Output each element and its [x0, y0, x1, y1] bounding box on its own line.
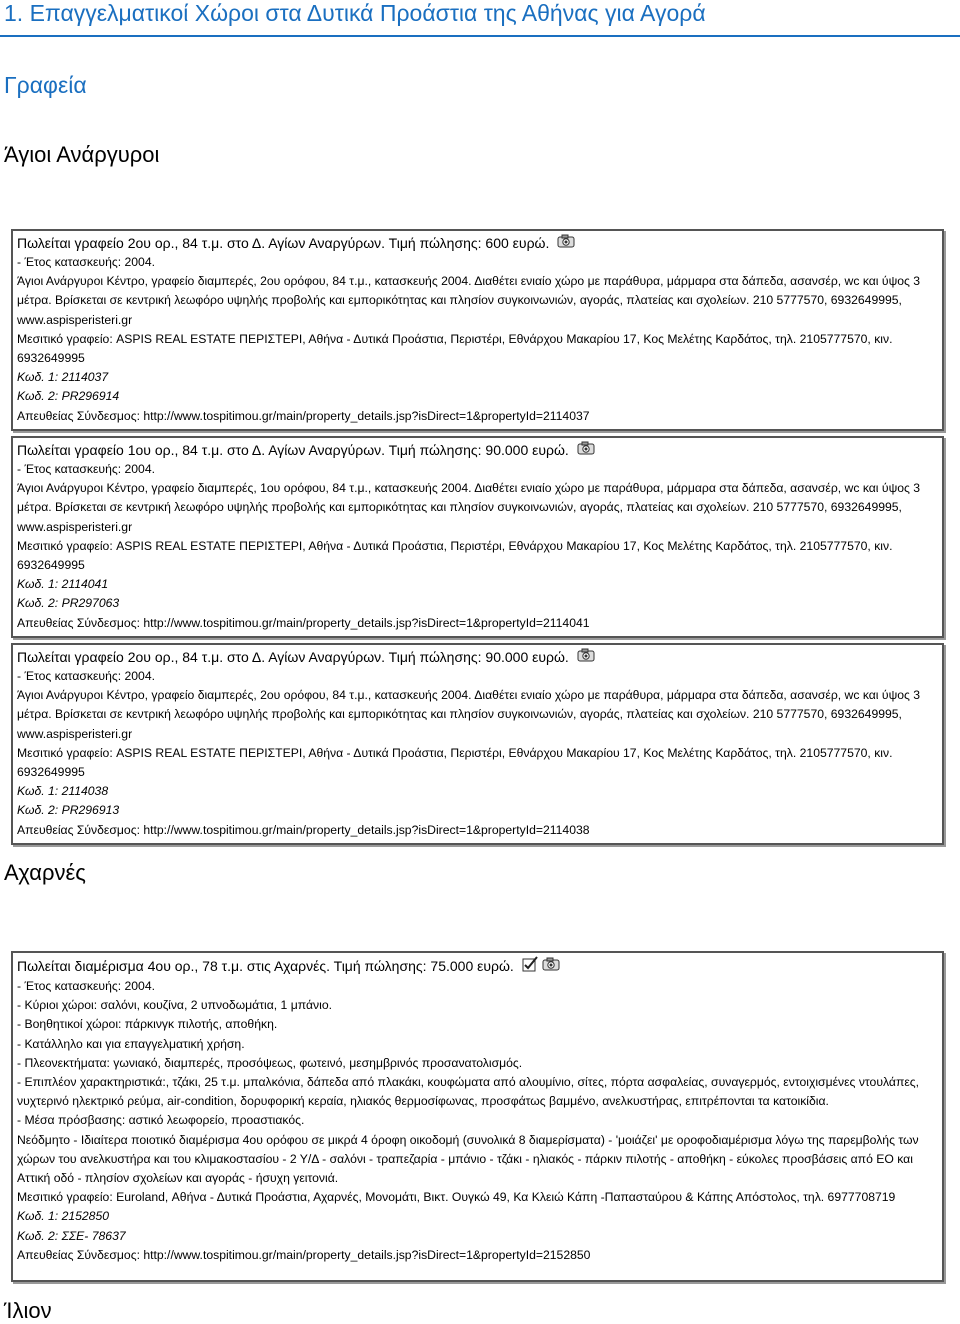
- code-2: Κωδ. 2: PR296914: [17, 389, 120, 404]
- description: Άγιοι Ανάργυροι Κέντρο, γραφείο διαμπερές, 1ου ορόφου, 84 τ.μ., κατασκευής 2004. Διαθέτει ενιαίο χώρο με παράθυρα, μάρμαρα στα δάπεδα, ασανσέρ, wc και ύψος 3 μέτρα. Βρίσκεται σε κεντρική λεωφόρο υψηλής προβολής και εμπορικότητας και πλησίον συγκοινωνιών, αγοράς, πλατείας και σχολείων. 210 5777570, 6932649995, www.aspisperisteri.gr: [17, 481, 921, 534]
- code-1: Κωδ. 1: 2114038: [17, 784, 109, 799]
- area-heading-ilion: Ίλιον: [4, 1298, 52, 1323]
- listing-card: [11, 951, 944, 1282]
- agent-info: Μεσιτικό γραφείο: ASPIS REAL ESTATE ΠΕΡΙΣΤΕΡΙ, Αθήνα - Δυτικά Προάστια, Περιστέρι, Εθνάρχου Μακαρίου 17, Κος Μελέτης Καρδάτος, τηλ. 2105777570, κιν. 6932649995: [17, 538, 893, 573]
- code-1: Κωδ. 1: 2114041: [17, 577, 109, 592]
- area-heading-acharnes: Αχαρνές: [4, 860, 86, 885]
- code-1: Κωδ. 1: 2152850: [17, 1209, 110, 1224]
- description: Νεόδμητο - Ιδιαίτερα ποιοτικό διαμέρισμα 4ου ορόφου σε μικρά 4 όροφη οικοδομή (συνολικά 8 διαμερίσματα) - 'μοιάζει' με οροφοδιαμέρισμα λόγω της παρεμβολής των χώρων του ανελκυστήρα και του κλιμακοστασίου - 2 Υ/Δ - σαλόνι - τραπεζαρία - μπάνιο - τζάκι - ηλιακός - πάρκιν πιλοτής - αποθήκη - εύκολες προσβάσεις από ΕΟ και Αττική οδό - πλησίον σχολείων και αγοράς - ήσυχη γειτονιά.: [17, 1132, 919, 1186]
- listing-title: Πωλείται διαμέρισμα 4ου ορ., 78 τ.μ. στις Αχαρνές. Τιμή πώλησης: 75.000 ευρώ.: [17, 956, 938, 977]
- direct-link[interactable]: Απευθείας Σύνδεσμος: http://www.tospitimou.gr/main/property_details.jsp?isDirect=1&propertyId=2152850: [17, 1247, 591, 1262]
- camera-icon[interactable]: [557, 234, 575, 253]
- category-heading: Γραφεία: [4, 72, 87, 98]
- transport-access: - Μέσα πρόσβασης: αστικό λεωφορείο, προαστιακός.: [17, 1113, 305, 1128]
- code-2: Κωδ. 2: ΣΣΕ- 78637: [17, 1228, 126, 1243]
- extra-features: - Επιπλέον χαρακτηριστικά:, τζάκι, 25 τ.μ. μπαλκόνια, δάπεδα από πλακάκι, κουφώματα από αλουμίνιο, σίτες, πόρτα ασφαλείας, συναγερμός, εντοιχισμένες ντουλάπες, νυχτερινό ηλεκτρικό ρεύμα, air-condition, δορυφορική κεραία, ηλιακός θερμοσίφωνας, προσφάτως βαμμένο, ανελκυστήρας, επιτρέπονται τα κατοικίδια.: [17, 1075, 920, 1109]
- checkbox-checked-icon: [522, 956, 538, 977]
- listing-card: [11, 229, 944, 431]
- main-rooms: - Κύριοι χώροι: σαλόνι, κουζίνα, 2 υπνοδωμάτια, 1 μπάνιο.: [17, 998, 332, 1013]
- direct-link[interactable]: Απευθείας Σύνδεσμος: http://www.tospitimou.gr/main/property_details.jsp?isDirect=1&propertyId=2114041: [17, 615, 590, 630]
- direct-link[interactable]: Απευθείας Σύνδεσμος: http://www.tospitimou.gr/main/property_details.jsp?isDirect=1&propertyId=2114038: [17, 822, 590, 837]
- listing-card: [11, 436, 944, 638]
- agent-info: Μεσιτικό γραφείο: Euroland, Αθήνα - Δυτικά Προάστια, Αχαρνές, Μονομάτι, Βικτ. Ουγκώ 49, Κα Κλειώ Κάπη -Παπασταύρου & Κάπης Απόστολος, τηλ. 6977708719: [17, 1190, 896, 1205]
- description: Άγιοι Ανάργυροι Κέντρο, γραφείο διαμπερές, 2ου ορόφου, 84 τ.μ., κατασκευής 2004. Διαθέτει ενιαίο χώρο με παράθυρα, μάρμαρα στα δάπεδα, ασανσέρ, wc και ύψος 3 μέτρα. Βρίσκεται σε κεντρική λεωφόρο υψηλής προβολής και εμπορικότητας και πλησίον συγκοινωνιών, αγοράς, πλατείας και σχολείων. 210 5777570, 6932649995, www.aspisperisteri.gr: [17, 274, 921, 327]
- camera-icon[interactable]: [577, 441, 595, 460]
- listing-card: [11, 643, 944, 845]
- code-2: Κωδ. 2: PR297063: [17, 596, 120, 611]
- advantages: - Πλεονεκτήματα: γωνιακό, διαμπερές, προσόψεως, φωτεινό, μεσημβρινός προσανατολισμός.: [17, 1055, 523, 1070]
- code-2: Κωδ. 2: PR296913: [17, 803, 120, 818]
- year-built: - Έτος κατασκευής: 2004.: [17, 462, 155, 476]
- camera-icon[interactable]: [577, 648, 595, 667]
- listing-title: Πωλείται γραφείο 1ου ορ., 84 τ.μ. στο Δ. Αγίων Αναργύρων. Τιμή πώλησης: 90.000 ευρώ.: [17, 441, 938, 460]
- year-built: - Έτος κατασκευής: 2004.: [17, 255, 155, 269]
- year-built: - Έτος κατασκευής: 2004.: [17, 669, 155, 683]
- agent-info: Μεσιτικό γραφείο: ASPIS REAL ESTATE ΠΕΡΙΣΤΕΡΙ, Αθήνα - Δυτικά Προάστια, Περιστέρι, Εθνάρχου Μακαρίου 17, Κος Μελέτης Καρδάτος, τηλ. 2105777570, κιν. 6932649995: [17, 745, 893, 780]
- direct-link[interactable]: Απευθείας Σύνδεσμος: http://www.tospitimou.gr/main/property_details.jsp?isDirect=1&propertyId=2114037: [17, 408, 590, 423]
- description: Άγιοι Ανάργυροι Κέντρο, γραφείο διαμπερές, 2ου ορόφου, 84 τ.μ., κατασκευής 2004. Διαθέτει ενιαίο χώρο με παράθυρα, μάρμαρα στα δάπεδα, ασανσέρ, wc και ύψος 3 μέτρα. Βρίσκεται σε κεντρική λεωφόρο υψηλής προβολής και εμπορικότητας και πλησίον συγκοινωνιών, αγοράς, πλατείας και σχολείων. 210 5777570, 6932649995, www.aspisperisteri.gr: [17, 688, 921, 741]
- camera-icon[interactable]: [542, 957, 560, 976]
- area-heading-agioi-anargyroi: Άγιοι Ανάργυροι: [4, 142, 160, 167]
- heading-divider: [0, 35, 960, 37]
- listing-title: Πωλείται γραφείο 2ου ορ., 84 τ.μ. στο Δ. Αγίων Αναργύρων. Τιμή πώλησης: 90.000 ευρώ.: [17, 648, 938, 667]
- code-1: Κωδ. 1: 2114037: [17, 370, 109, 385]
- page-heading: 1. Επαγγελματικοί Χώροι στα Δυτικά Προάστια της Αθήνας για Αγορά: [4, 0, 706, 26]
- auxiliary-rooms: - Βοηθητικοί χώροι: πάρκινγκ πιλοτής, αποθήκη.: [17, 1017, 278, 1032]
- professional-use: - Κατάλληλο και για επαγγελματική χρήση.: [17, 1036, 245, 1051]
- listing-title: Πωλείται γραφείο 2ου ορ., 84 τ.μ. στο Δ. Αγίων Αναργύρων. Τιμή πώλησης: 600 ευρώ.: [17, 234, 938, 253]
- year-built: - Έτος κατασκευής: 2004.: [17, 979, 155, 993]
- agent-info: Μεσιτικό γραφείο: ASPIS REAL ESTATE ΠΕΡΙΣΤΕΡΙ, Αθήνα - Δυτικά Προάστια, Περιστέρι, Εθνάρχου Μακαρίου 17, Κος Μελέτης Καρδάτος, τηλ. 2105777570, κιν. 6932649995: [17, 331, 893, 366]
